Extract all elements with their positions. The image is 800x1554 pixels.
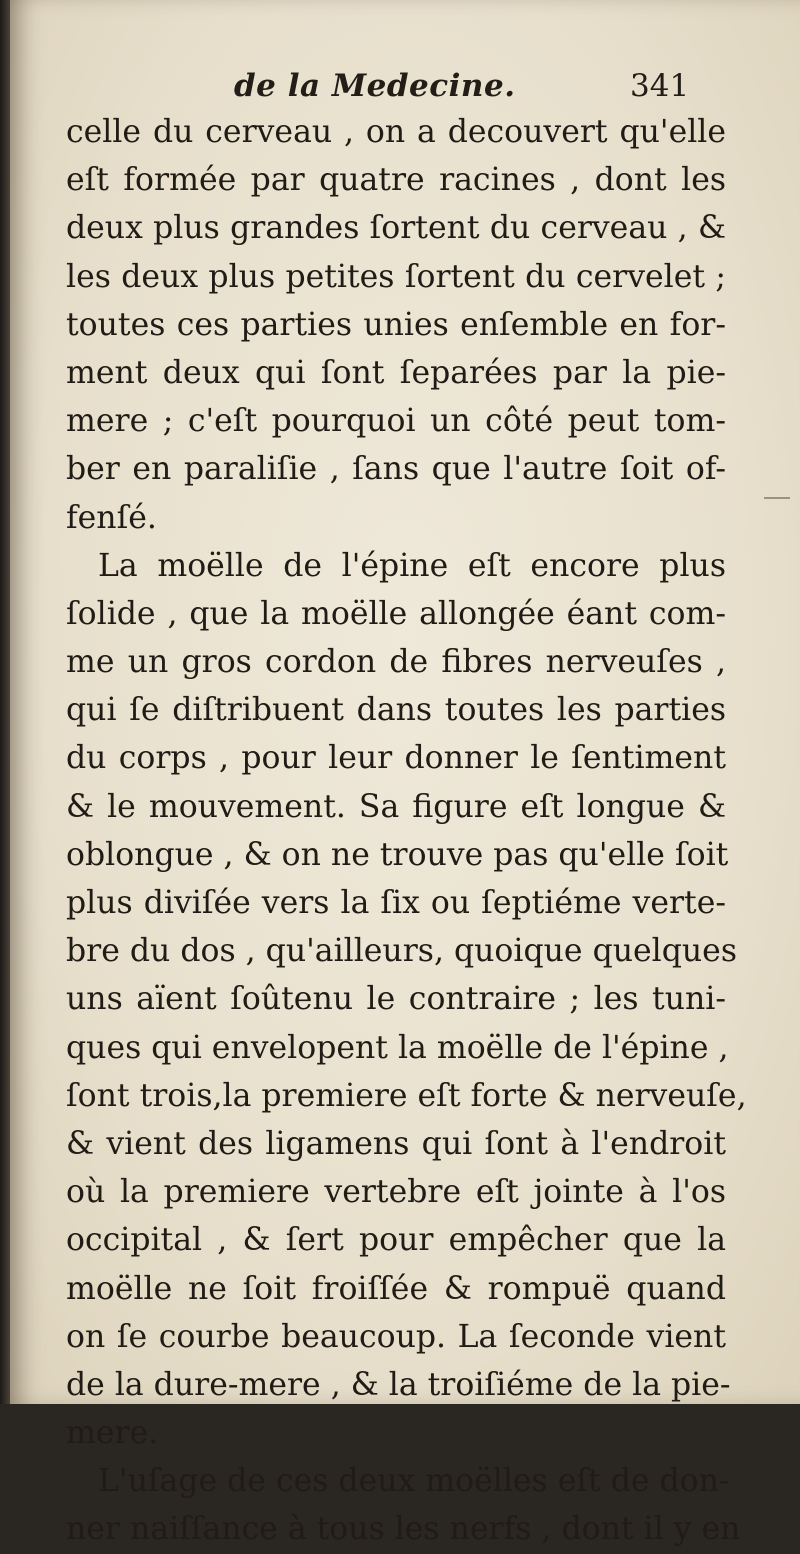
text-line: eſt formée par quatre racines , dont les xyxy=(66,162,726,199)
book-page xyxy=(10,0,800,1548)
text-line: & le mouvement. Sa figure eſt longue & xyxy=(66,788,726,825)
running-head: de la Medecine. xyxy=(234,68,516,104)
text-line: de la dure-mere , & la troiſiéme de la pie- xyxy=(66,1366,731,1403)
paragraph-start-line: La moëlle de l'épine eſt encore plus xyxy=(98,547,726,584)
text-line: moëlle ne ſoit froiſſée & rompuë quand xyxy=(66,1270,726,1307)
text-line: uns aïent ſoûtenu le contraire ; les tuni- xyxy=(66,981,726,1018)
paragraph-start-line: L'uſage de ces deux moëlles eſt de don- xyxy=(98,1463,730,1500)
text-line: qui ſe diſtribuent dans toutes les parties xyxy=(66,692,726,729)
text-line: occipital , & ſert pour empêcher que la xyxy=(66,1222,726,1259)
text-line: me un gros cordon de fibres nerveuſes , xyxy=(66,644,726,681)
text-line: bre du dos , qu'ailleurs, quoique quelques xyxy=(66,933,737,970)
text-line: mere. xyxy=(66,1415,159,1452)
text-line: toutes ces parties unies enſemble en for- xyxy=(66,306,726,343)
text-line: deux plus grandes ſortent du cerveau , & xyxy=(66,210,726,247)
text-line: ques qui envelopent la moëlle de l'épine , xyxy=(66,1029,729,1066)
text-line: ner naiſſance à tous les nerfs , dont il y en xyxy=(66,1511,741,1548)
book-gutter xyxy=(0,0,10,1404)
text-line: ment deux qui ſont ſeparées par la pie- xyxy=(66,354,726,391)
text-line: fenſé. xyxy=(66,499,157,536)
text-line: les deux plus petites ſortent du cervelet ; xyxy=(66,258,726,295)
text-line: & vient des ligamens qui ſont à l'endroit xyxy=(66,1125,726,1162)
text-line: celle du cerveau , on a decouvert qu'elle xyxy=(66,114,726,150)
page-number: 341 xyxy=(630,68,690,104)
text-line: ber en paraliſie , ſans que l'autre ſoit of- xyxy=(66,451,726,488)
text-line: on ſe courbe beaucoup. La ſeconde vient xyxy=(66,1318,726,1355)
text-line: du corps , pour leur donner le ſentiment xyxy=(66,740,726,777)
text-line: ſont trois,la premiere eſt forte & nerveuſe, xyxy=(66,1077,747,1114)
text-line: oblongue , & on ne trouve pas qu'elle ſoit xyxy=(66,836,729,873)
body-text xyxy=(66,108,747,1554)
text-line: mere ; c'eſt pourquoi un côté peut tom- xyxy=(66,403,726,440)
text-line: où la premiere vertebre eſt jointe à l'os xyxy=(66,1174,726,1211)
text-line: ſolide , que la moëlle allongée éant com- xyxy=(66,595,726,632)
text-line: plus diviſée vers la ſix ou ſeptiéme verte- xyxy=(66,885,726,921)
margin-mark xyxy=(764,497,790,499)
